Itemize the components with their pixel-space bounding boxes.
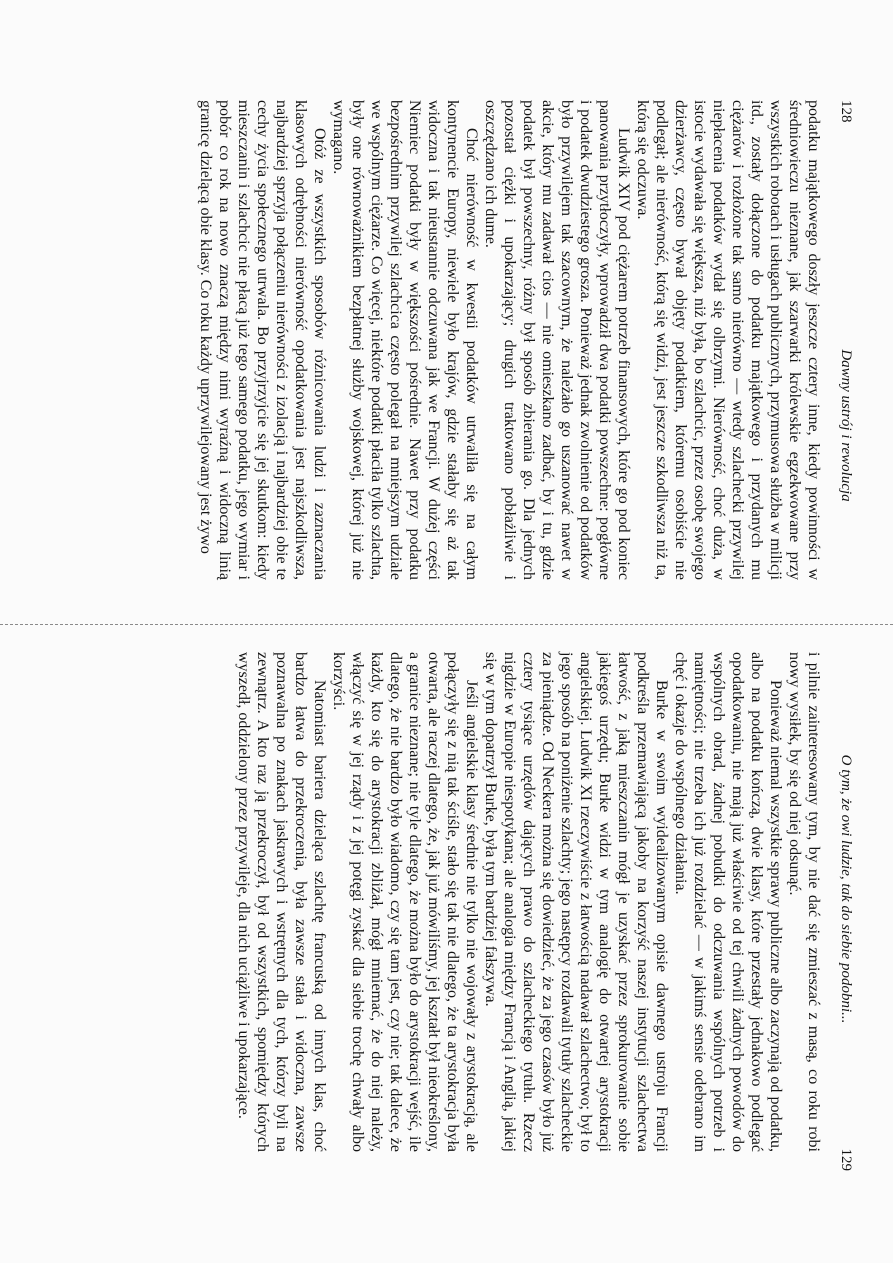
page-number: 128	[838, 100, 854, 123]
gutter-divider	[0, 624, 893, 627]
paragraph: Ludwik XIV pod ciężarem potrzeb finansowych, które go pod koniec panowania przytłoczyły, wprowadził dwa podatki powszechne: pogłówne i podatek dwudziestego grosza. Ponieważ jednak zwolnienie od podatków było przywilejem tak szacownym, że należało go uszanować nawet w akcie, który mu zadawał cios — nie omieszkano zadbać, by i tu, gdzie podatek był powszechny, różny był sposób zbierania go. Dla jednych pozostał ciężki i upokarzający; drugich traktowano pobłażliwie i oszczędzano ich dume.	[482, 100, 632, 580]
paragraph: Choć nierówność w kwestii podatków utrwaliła się na całym kontynencie Europy, niewiele było krajów, gdzie stałaby się aż tak widoczna i tak nieustannie odczuwana jak we Francji. W dużej części Niemiec podatki były w większości pośrednie. Nawet przy podatku bezpośrednim przywilej szlachcica często polegał na mniejszym udziale we wspólnym ciężarze. Co więcej, niektóre podatki płaciła tylko szlachta, były one równoważnikiem bezpłatnej służby wojskowej, której już nie wymagano.	[330, 100, 480, 580]
left-page-header	[835, 100, 857, 601]
paragraph: podatku majątkowego doszły jeszcze cztery inne, kiedy powinności w średniowieczu nieznane, jak szarwarki królewskie egzekwowane przy wszystkich robotach i usługach publicznych, przymusowa służba w milicji itd., zostały dołączone do podatku majątkowego i przydanych mu ciężarów i rozłożone tak samo nierówno — wtedy szlachecki przywilej niepłacenia podatków wydał się olbrzymi. Nierówność, choć duża, w istocie wydawała się większa, niż była, bo szlachcic, przez osobę swojego dzierżawcy, często bywał objęty podatkiem, któremu osobiście nie podlegał; ale nierówność, którą się widzi, jest jeszcze szkodliwsza niż ta, którą się odczuwa.	[634, 100, 822, 580]
right-page-text	[234, 652, 823, 1152]
paragraph: Jeśli angielskie klasy średnie nie tylko nie wojowały z arystokracją, ale połączyły się z nią tak ściśle, stało się tak nie dlatego, że ta arystokracja była otwarta, ale raczej dlatego, że, jak już mówiliśmy, jej kształt był nieokreślony, a granice nieznane; nie tyle dlatego, że można było do arystokracji wejść, ile dlatego, że nie bardzo było wiadomo, czy się tam jest, czy nie; tak dalece, że każdy, kto się do arystokracji zbliżał, mógł mniemać, że do niej należy, włączyć się w jej rządy i z jej potęgi zyskać dla siebie trochę chwały albo korzyści.	[330, 652, 480, 1152]
page-number: 129	[838, 1148, 854, 1171]
running-head: O tym, że owi ludzie, tak do siebie podobni...	[838, 754, 854, 1024]
left-page	[0, 0, 893, 631]
right-page	[0, 632, 893, 1263]
left-page-text	[196, 100, 823, 580]
paragraph: Natomiast bariera dzieląca szlachtę francuską od innych klas, choć bardzo łatwa do przekroczenia, była zawsze stała i widoczna, zawsze poznawalna po znakach jaskrawych i wstrętnych dla tych, którzy byli na zewnątrz. A kto raz ją przekroczył, był od wszystkich, spomiędzy których wyszedł, oddzielony przez przywileje, dla nich uciążliwe i upokarzające.	[235, 652, 328, 1152]
paragraph: Otóż ze wszystkich sposobów różnicowania ludzi i zaznaczania klasowych odrębności nierówność opodatkowania jest najszkodliwsza, najbardziej sprzyja połączeniu nierówności z izolacją i najbardziej obie te cechy życia społecznego utrwala. Bo przyjrzyjcie się jej skutkom: kiedy mieszczanin i szlachcic nie płacą już tego samego podatku, jego wymiar i pobór co rok na nowo znaczą między nimi wyraźną i widoczną linią granicę dzielącą obie klasy. Co roku każdy uprzywilejowany jest żywo	[197, 100, 328, 580]
paragraph: Burke w swoim wyidealizowanym opisie dawnego ustroju Francji podkreśla przemawiającą jakoby na korzyść naszej instytucji szlachectwa łatwość, z jaką mieszczanin mógł je uzyskać przez sprokurowanie sobie jakiegoś urzędu; Burke widzi w tym analogię do otwartej arystokracji angielskiej. Ludwik XI rzeczywiście z łatwością nadawał szlachectwo; był to jego sposób na poniżenie szlachty; jego następcy rozdawali tytuły szlacheckie za pieniądze. Od Neckera można się dowiedzieć, że za jego czasów było już cztery tysiące urzędów dających prawo do szlacheckiego tytułu. Rzecz nigdzie w Europie niespotykana; ale analogia między Francją i Anglią, jakiej się w tym dopatrzył Burke, była tym bardziej fałszywa.	[482, 652, 670, 1152]
paragraph: i pilnie zainteresowany tym, by nie dać się zmieszać z masą, co roku robi nowy wysiłek, by się od niej odsunąć.	[786, 652, 822, 1152]
paragraph: Ponieważ niemal wszystkie sprawy publiczne albo zaczynają od podatku, albo na podatku kończą, dwie klasy, które przestały jednakowo podlegać opodatkowaniu, nie mają już właściwie od tej chwili żadnych powodów do wspólnych obrad, żadnej pobudki do odczuwania wspólnych potrzeb i namiętności; nie trzeba ich już rozdzielać — w jakimś sensie odebrano im chęć i okazje do wspólnego działania.	[672, 652, 784, 1152]
running-head: Dawny ustrój i rewolucja	[838, 349, 854, 502]
right-page-header	[835, 652, 857, 1171]
